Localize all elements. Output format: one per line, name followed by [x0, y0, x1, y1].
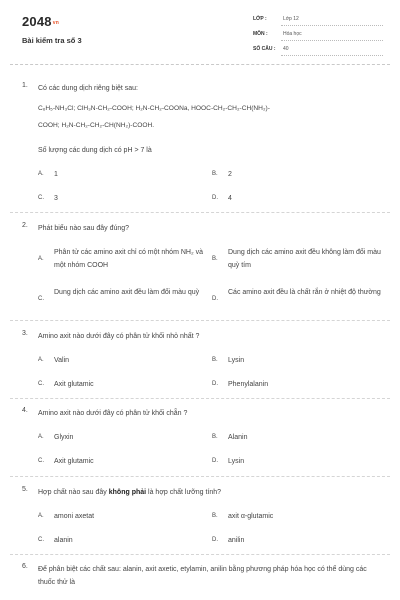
question-divider [10, 398, 390, 399]
question-number: 2. [22, 222, 28, 229]
option-text: Phân tử các amino axit chỉ có một nhóm NH₂ và một nhóm COOH [54, 249, 204, 269]
option-text: alanin [54, 537, 73, 544]
header-divider [10, 64, 390, 65]
option-text: Lysin [228, 357, 245, 364]
option-letter: D. [212, 458, 218, 464]
logo-text: 2048 [22, 14, 52, 29]
option-letter: C. [38, 458, 44, 464]
option-text: amoni axetat [54, 513, 95, 520]
option-letter: A. [38, 357, 44, 363]
question-number: 6. [22, 563, 28, 570]
option-text: Dung dịch các amino axit đều không làm đổi màu quỳ tím [228, 249, 381, 269]
meta-dotted-line [281, 55, 383, 56]
option-letter: C. [38, 296, 44, 302]
option-text: Dung dịch các amino axit đều làm đổi màu quỳ [54, 289, 200, 296]
meta-count-value: 40 [283, 46, 289, 52]
question-number: 1. [22, 82, 28, 89]
option-letter: A. [38, 434, 44, 440]
option-letter: C. [38, 537, 44, 543]
meta-dotted-line [281, 40, 383, 41]
option-letter: D. [212, 537, 218, 543]
question-text: Có các dung dịch riêng biệt sau: [38, 85, 139, 92]
option-letter: B. [212, 256, 218, 262]
option-text: Phenylalanin [228, 381, 269, 388]
formula-line-2: COOH; H₂N-CH₂-CH₂-CH(NH₂)-COOH. [38, 122, 155, 129]
question-number: 4. [22, 407, 28, 414]
option-letter: D. [212, 381, 218, 387]
option-letter: C. [38, 195, 44, 201]
option-text: 1 [54, 171, 58, 178]
option-letter: B. [212, 171, 218, 177]
option-text: 4 [228, 195, 232, 202]
option-text: Axit glutamic [54, 458, 94, 465]
option-letter: A. [38, 171, 44, 177]
option-letter: B. [212, 513, 218, 519]
question-text: Để phân biệt các chất sau: alanin, axit axetic, etylamin, anilin bằng phương pháp hóa học có thể dùng các thuốc thử là [38, 566, 367, 586]
option-text: Alanin [228, 434, 248, 441]
meta-class-key: LỚP : [253, 16, 267, 22]
question-number: 3. [22, 330, 28, 337]
question-divider [10, 212, 390, 213]
question-number: 5. [22, 486, 28, 493]
formula-line-1: C₆H₅-NH₃Cl; ClH₃N-CH₂-COOH; H₂N-CH₂-COONa, HOOC-CH₂-CH₂-CH(NH₂)- [38, 105, 270, 112]
option-text: Các amino axit đều là chất rắn ở nhiệt độ thường [228, 289, 381, 296]
option-letter: A. [38, 513, 44, 519]
option-text: Lysin [228, 458, 245, 465]
option-letter: D. [212, 195, 218, 201]
meta-subject-value: Hóa học [283, 31, 302, 37]
site-logo[interactable] [22, 14, 59, 29]
question-text-emphasis: không phải [108, 489, 147, 496]
question-divider [10, 554, 390, 555]
meta-dotted-line [281, 25, 383, 26]
option-text: axit α-glutamic [228, 513, 274, 520]
option-text: Glyxin [54, 434, 74, 441]
option-text: Axit glutamic [54, 381, 94, 388]
option-text: anilin [228, 537, 245, 544]
option-letter: D. [212, 296, 218, 302]
option-letter: B. [212, 357, 218, 363]
logo-suffix: vn [52, 19, 59, 26]
question-text-after: là hợp chất lưỡng tính? [146, 489, 222, 496]
option-letter: C. [38, 381, 44, 387]
exam-header [0, 0, 400, 76]
option-text: 3 [54, 195, 58, 202]
meta-count-key: SỐ CÂU : [253, 46, 276, 52]
meta-class-value: Lớp 12 [283, 16, 299, 22]
exam-title: Bài kiểm tra số 3 [22, 36, 82, 45]
question-text: Amino axit nào dưới đây có phân tử khối nhỏ nhất ? [38, 333, 200, 340]
option-letter: B. [212, 434, 218, 440]
option-text: Valin [54, 357, 70, 364]
question-divider [10, 320, 390, 321]
option-text: 2 [228, 171, 232, 178]
question-divider [10, 476, 390, 477]
meta-subject-key: MÔN : [253, 31, 268, 37]
option-letter: A. [38, 256, 44, 262]
question-text [38, 486, 380, 499]
question-subtext: Số lượng các dung dịch có pH > 7 là [38, 147, 152, 154]
question-text-before: Hợp chất nào sau đây [38, 489, 109, 496]
question-text: Phát biểu nào sau đây đúng? [38, 225, 130, 232]
question-text: Amino axit nào dưới đây có phân tử khối chẵn ? [38, 410, 188, 417]
